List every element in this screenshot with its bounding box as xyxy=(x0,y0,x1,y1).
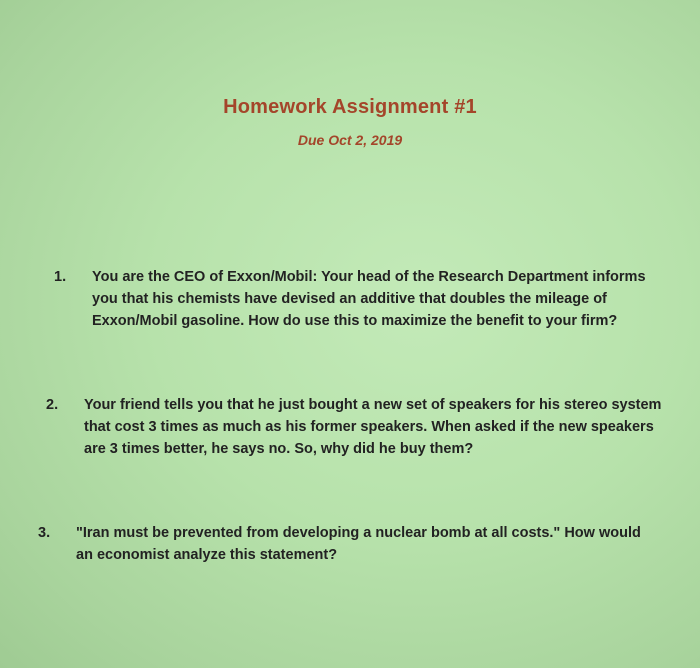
question-text: "Iran must be prevented from developing a nuclear bomb at all costs." How would an economist analyze this statement? xyxy=(76,525,641,563)
question-number: 2. xyxy=(46,397,59,413)
question-text: You are the CEO of Exxon/Mobil: Your head of the Research Department informs you that his chemists have devised an additive that doubles the mileage of Exxon/Mobil gasoline. How do use this to maximize the benefit to your firm? xyxy=(92,269,646,329)
question-number: 1. xyxy=(54,269,67,285)
assignment-title: Homework Assignment #1 xyxy=(223,96,477,118)
due-date: Due Oct 2, 2019 xyxy=(297,132,403,148)
question-text: Your friend tells you that he just bought a new set of speakers for his stereo system that cost 3 times as much as his former speakers. When asked if the new speakers are 3 times better, he says no. So, why did he buy them? xyxy=(84,397,662,457)
question-number: 3. xyxy=(38,525,51,541)
